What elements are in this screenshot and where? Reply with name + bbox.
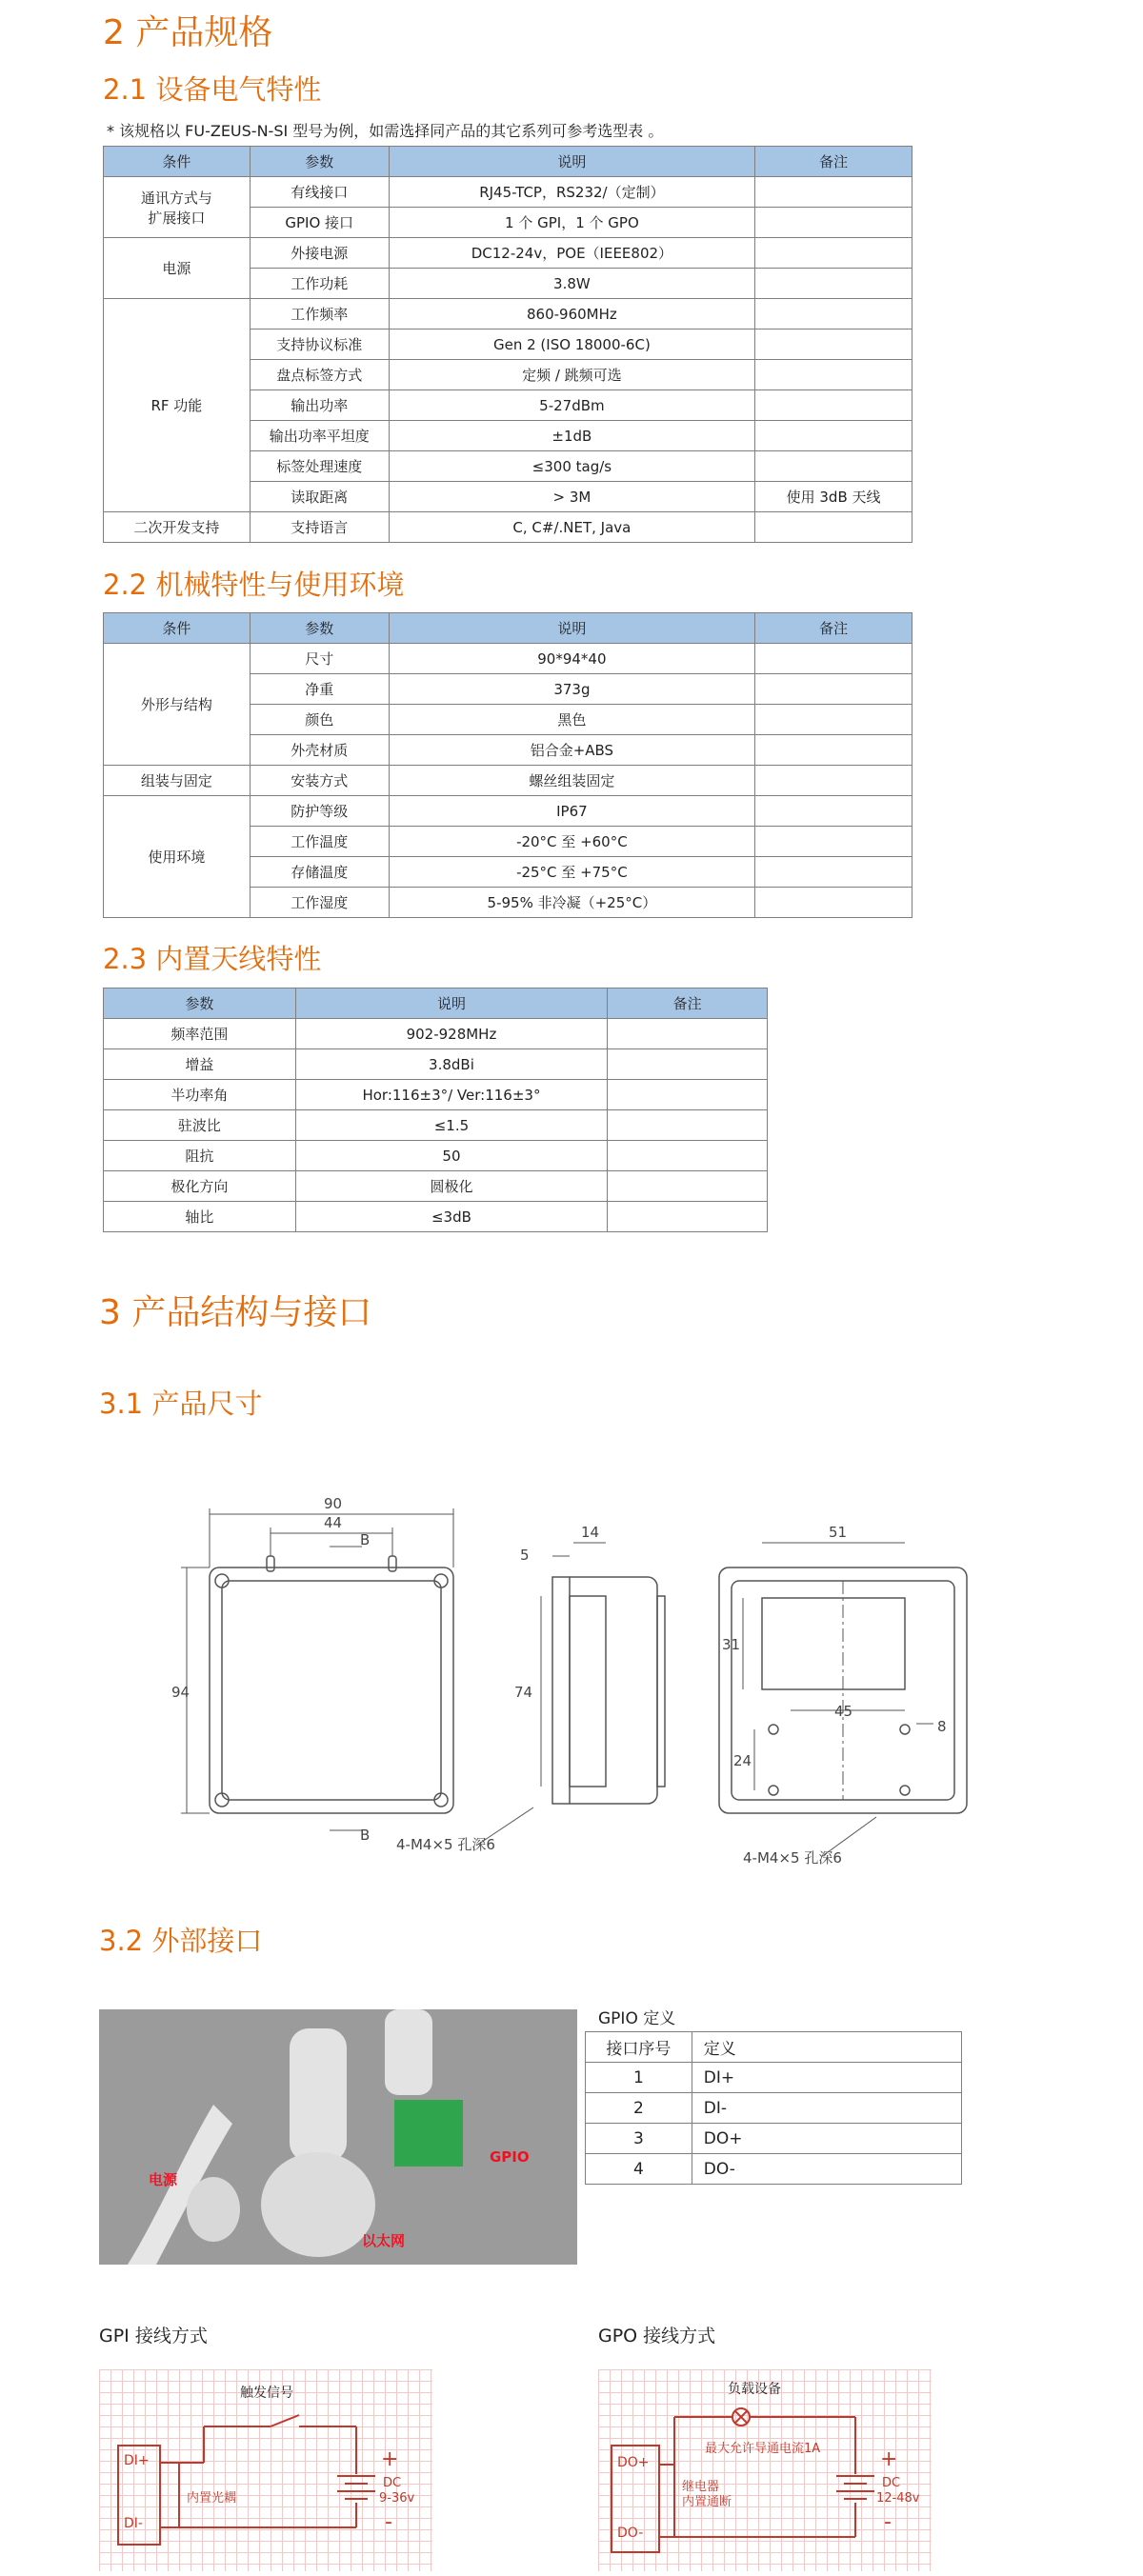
table-row bbox=[586, 2063, 962, 2093]
header-cell: 接口序号 bbox=[586, 2032, 692, 2063]
remark-cell bbox=[608, 1019, 768, 1049]
param-cell: GPIO 接口 bbox=[250, 208, 389, 238]
electrical-spec-table bbox=[103, 146, 912, 543]
table-row bbox=[586, 2124, 962, 2154]
group-cell: 使用环境 bbox=[104, 796, 251, 918]
section-2-2-title: 2.2 机械特性与使用环境 bbox=[103, 569, 405, 601]
param-cell: 读取距离 bbox=[250, 482, 389, 512]
section-2-3-title: 2.3 内置天线特性 bbox=[103, 943, 322, 975]
desc-cell: 860-960MHz bbox=[389, 299, 755, 329]
header-cell: 备注 bbox=[755, 613, 912, 644]
desc-cell: 螺丝组装固定 bbox=[389, 766, 755, 796]
header-cell: 条件 bbox=[104, 147, 251, 177]
gpi-di-plus: DI+ bbox=[124, 2453, 150, 2468]
remark-cell bbox=[755, 705, 912, 735]
gpi-minus: - bbox=[385, 2510, 392, 2534]
gpi-dc: DC bbox=[383, 2476, 402, 2490]
param-cell: 支持语言 bbox=[250, 512, 389, 543]
desc-cell: 3.8dBi bbox=[295, 1049, 608, 1080]
remark-cell bbox=[608, 1080, 768, 1110]
remark-cell bbox=[608, 1202, 768, 1232]
remark-cell bbox=[755, 269, 912, 299]
gpio-table bbox=[585, 2031, 962, 2185]
param-cell: 尺寸 bbox=[250, 644, 389, 674]
header-cell: 条件 bbox=[104, 613, 251, 644]
desc-cell: 90*94*40 bbox=[389, 644, 755, 674]
section-2-title: 2 产品规格 bbox=[103, 13, 273, 52]
desc-cell: ≤300 tag/s bbox=[389, 451, 755, 482]
header-cell: 定义 bbox=[692, 2032, 961, 2063]
section-3-2-title: 3.2 外部接口 bbox=[99, 1925, 263, 1957]
desc-cell: 圆极化 bbox=[295, 1171, 608, 1202]
header-cell: 参数 bbox=[250, 613, 389, 644]
remark-cell bbox=[755, 735, 912, 766]
gpo-do-minus: DO- bbox=[617, 2526, 644, 2541]
table-header-row bbox=[104, 613, 912, 644]
param-cell: 工作温度 bbox=[250, 827, 389, 857]
desc-cell: ≤1.5 bbox=[295, 1110, 608, 1141]
table-row bbox=[104, 796, 912, 827]
pin-cell: 1 bbox=[586, 2063, 692, 2093]
desc-cell: 373g bbox=[389, 674, 755, 705]
table-row bbox=[586, 2093, 962, 2124]
remark-cell: 使用 3dB 天线 bbox=[755, 482, 912, 512]
param-cell: 增益 bbox=[104, 1049, 296, 1080]
gpo-minus: - bbox=[884, 2510, 892, 2534]
section-3-title: 3 产品结构与接口 bbox=[99, 1293, 372, 1332]
param-cell: 输出功率平坦度 bbox=[250, 421, 389, 451]
param-cell: 输出功率 bbox=[250, 390, 389, 421]
hole-note: 4-M4×5 孔深6 bbox=[396, 1836, 495, 1853]
remark-cell bbox=[755, 674, 912, 705]
desc-cell: IP67 bbox=[389, 796, 755, 827]
desc-cell: DC12-24v，POE（IEEE802） bbox=[389, 238, 755, 269]
section-3-1-title: 3.1 产品尺寸 bbox=[99, 1388, 263, 1420]
dim-depth2: 5 bbox=[520, 1547, 530, 1564]
dim-b-mark-2: B bbox=[360, 1827, 371, 1844]
gpi-di-minus: DI- bbox=[124, 2516, 143, 2531]
gpo-plus: + bbox=[880, 2447, 898, 2471]
table-row bbox=[104, 512, 912, 543]
pin-cell: 4 bbox=[586, 2154, 692, 2185]
def-cell: DI- bbox=[692, 2093, 961, 2124]
mechanical-spec-table bbox=[103, 612, 912, 918]
param-cell: 支持协议标准 bbox=[250, 329, 389, 360]
dim-b-mark: B bbox=[360, 1531, 371, 1548]
remark-cell bbox=[755, 766, 912, 796]
dim-side-height: 74 bbox=[514, 1684, 533, 1701]
dim-back-height: 31 bbox=[722, 1636, 741, 1653]
table-row bbox=[104, 644, 912, 674]
table-row bbox=[104, 1141, 768, 1171]
desc-cell: 902-928MHz bbox=[295, 1019, 608, 1049]
param-cell: 工作湿度 bbox=[250, 888, 389, 918]
header-cell: 说明 bbox=[389, 147, 755, 177]
group-cell: 电源 bbox=[104, 238, 251, 299]
param-cell: 颜色 bbox=[250, 705, 389, 735]
table-row bbox=[104, 1171, 768, 1202]
param-cell: 驻波比 bbox=[104, 1110, 296, 1141]
desc-cell: C, C#/.NET, Java bbox=[389, 512, 755, 543]
dim-width: 90 bbox=[324, 1495, 343, 1512]
dim-back-width: 51 bbox=[829, 1524, 848, 1541]
table-row bbox=[104, 1110, 768, 1141]
desc-cell: 铝合金+ABS bbox=[389, 735, 755, 766]
table-row bbox=[104, 766, 912, 796]
pin-cell: 3 bbox=[586, 2124, 692, 2154]
def-cell: DO- bbox=[692, 2154, 961, 2185]
table-row bbox=[104, 1019, 768, 1049]
dim-depth: 14 bbox=[581, 1524, 600, 1541]
remark-cell bbox=[755, 796, 912, 827]
remark-cell bbox=[608, 1141, 768, 1171]
gpi-volt: 9-36v bbox=[379, 2491, 415, 2506]
param-cell: 有线接口 bbox=[250, 177, 389, 208]
table-row bbox=[104, 1202, 768, 1232]
gpo-title: GPO 接线方式 bbox=[598, 2326, 716, 2346]
label-gpio: GPIO bbox=[490, 2148, 530, 2166]
table-row bbox=[104, 238, 912, 269]
desc-cell: -20°C 至 +60°C bbox=[389, 827, 755, 857]
param-cell: 外接电源 bbox=[250, 238, 389, 269]
gpi-trigger: 触发信号 bbox=[240, 2386, 293, 2401]
dimension-drawing bbox=[171, 1486, 991, 1867]
cables-illustration bbox=[99, 2009, 577, 2265]
gpo-relay: 继电器 bbox=[682, 2480, 720, 2494]
group-cell: 外形与结构 bbox=[104, 644, 251, 766]
param-cell: 存储温度 bbox=[250, 857, 389, 888]
antenna-spec-table bbox=[103, 988, 768, 1232]
header-cell: 备注 bbox=[755, 147, 912, 177]
group-cell: 二次开发支持 bbox=[104, 512, 251, 543]
param-cell: 安装方式 bbox=[250, 766, 389, 796]
desc-cell: ≤3dB bbox=[295, 1202, 608, 1232]
def-cell: DO+ bbox=[692, 2124, 961, 2154]
gpi-title: GPI 接线方式 bbox=[99, 2326, 208, 2346]
table-header-row bbox=[104, 147, 912, 177]
header-cell: 备注 bbox=[608, 988, 768, 1019]
desc-cell: 5-27dBm bbox=[389, 390, 755, 421]
header-cell: 说明 bbox=[295, 988, 608, 1019]
param-cell: 阻抗 bbox=[104, 1141, 296, 1171]
table-row bbox=[586, 2154, 962, 2185]
dim-back-center: 45 bbox=[834, 1703, 853, 1720]
desc-cell: Gen 2 (ISO 18000-6C) bbox=[389, 329, 755, 360]
gpo-volt: 12-48v bbox=[876, 2491, 920, 2506]
remark-cell bbox=[755, 208, 912, 238]
pin-cell: 2 bbox=[586, 2093, 692, 2124]
remark-cell bbox=[755, 360, 912, 390]
desc-cell: 50 bbox=[295, 1141, 608, 1171]
remark-cell bbox=[755, 421, 912, 451]
remark-cell bbox=[608, 1171, 768, 1202]
group-cell: 组装与固定 bbox=[104, 766, 251, 796]
param-cell: 外壳材质 bbox=[250, 735, 389, 766]
param-cell: 盘点标签方式 bbox=[250, 360, 389, 390]
desc-cell: Hor:116±3°/ Ver:116±3° bbox=[295, 1080, 608, 1110]
gpi-plus: + bbox=[381, 2447, 399, 2471]
table-row bbox=[104, 177, 912, 208]
remark-cell bbox=[608, 1110, 768, 1141]
desc-cell: 5-95% 非冷凝（+25°C） bbox=[389, 888, 755, 918]
param-cell: 工作频率 bbox=[250, 299, 389, 329]
param-cell: 工作功耗 bbox=[250, 269, 389, 299]
remark-cell bbox=[755, 644, 912, 674]
remark-cell bbox=[755, 857, 912, 888]
gpo-relay-note: 内置通断 bbox=[682, 2495, 732, 2509]
hole-note-back: 4-M4×5 孔深6 bbox=[743, 1849, 842, 1867]
gpo-do-plus: DO+ bbox=[617, 2455, 650, 2470]
desc-cell: -25°C 至 +75°C bbox=[389, 857, 755, 888]
remark-cell bbox=[755, 888, 912, 918]
connector-photo bbox=[99, 2009, 577, 2265]
group-cell: RF 功能 bbox=[104, 299, 251, 512]
gpio-table-title: GPIO 定义 bbox=[598, 2009, 676, 2028]
desc-cell: 定频 / 跳频可选 bbox=[389, 360, 755, 390]
section-2-1-title: 2.1 设备电气特性 bbox=[103, 73, 322, 106]
remark-cell bbox=[755, 238, 912, 269]
header-cell: 参数 bbox=[104, 988, 296, 1019]
header-cell: 参数 bbox=[250, 147, 389, 177]
desc-cell: RJ45-TCP，RS232/（定制） bbox=[389, 177, 755, 208]
desc-cell: ±1dB bbox=[389, 421, 755, 451]
header-cell: 说明 bbox=[389, 613, 755, 644]
desc-cell: 黑色 bbox=[389, 705, 755, 735]
remark-cell bbox=[755, 451, 912, 482]
gpi-schematic bbox=[99, 2369, 432, 2571]
gpo-dc: DC bbox=[882, 2476, 901, 2490]
param-cell: 半功率角 bbox=[104, 1080, 296, 1110]
desc-cell: 3.8W bbox=[389, 269, 755, 299]
dim-height: 94 bbox=[171, 1684, 190, 1701]
table-row bbox=[104, 1049, 768, 1080]
table-header-row bbox=[586, 2032, 962, 2063]
remark-cell bbox=[755, 329, 912, 360]
model-note: * 该规格以 FU-ZEUS-N-SI 型号为例，如需选择同产品的其它系列可参考选型表 。 bbox=[107, 122, 664, 140]
dim-inner: 44 bbox=[324, 1514, 343, 1531]
group-cell: 通讯方式与 扩展接口 bbox=[104, 177, 251, 238]
gpi-coupler: 内置光耦 bbox=[187, 2491, 237, 2506]
remark-cell bbox=[608, 1049, 768, 1080]
param-cell: 频率范围 bbox=[104, 1019, 296, 1049]
remark-cell bbox=[755, 177, 912, 208]
remark-cell bbox=[755, 299, 912, 329]
label-power: 电源 bbox=[149, 2171, 178, 2188]
param-cell: 轴比 bbox=[104, 1202, 296, 1232]
dim-back-s2: 24 bbox=[733, 1752, 752, 1769]
label-ethernet: 以太网 bbox=[362, 2232, 406, 2249]
param-cell: 净重 bbox=[250, 674, 389, 705]
desc-cell: 1 个 GPI，1 个 GPO bbox=[389, 208, 755, 238]
dim-back-s: 8 bbox=[937, 1718, 947, 1735]
remark-cell bbox=[755, 512, 912, 543]
table-row bbox=[104, 299, 912, 329]
desc-cell: > 3M bbox=[389, 482, 755, 512]
table-header-row bbox=[104, 988, 768, 1019]
def-cell: DI+ bbox=[692, 2063, 961, 2093]
param-cell: 防护等级 bbox=[250, 796, 389, 827]
remark-cell bbox=[755, 827, 912, 857]
table-row bbox=[104, 1080, 768, 1110]
param-cell: 极化方向 bbox=[104, 1171, 296, 1202]
gpo-current: 最大允许导通电流1A bbox=[705, 2442, 821, 2456]
remark-cell bbox=[755, 390, 912, 421]
param-cell: 标签处理速度 bbox=[250, 451, 389, 482]
gpo-schematic bbox=[598, 2369, 932, 2571]
gpo-load: 负载设备 bbox=[728, 2382, 781, 2397]
